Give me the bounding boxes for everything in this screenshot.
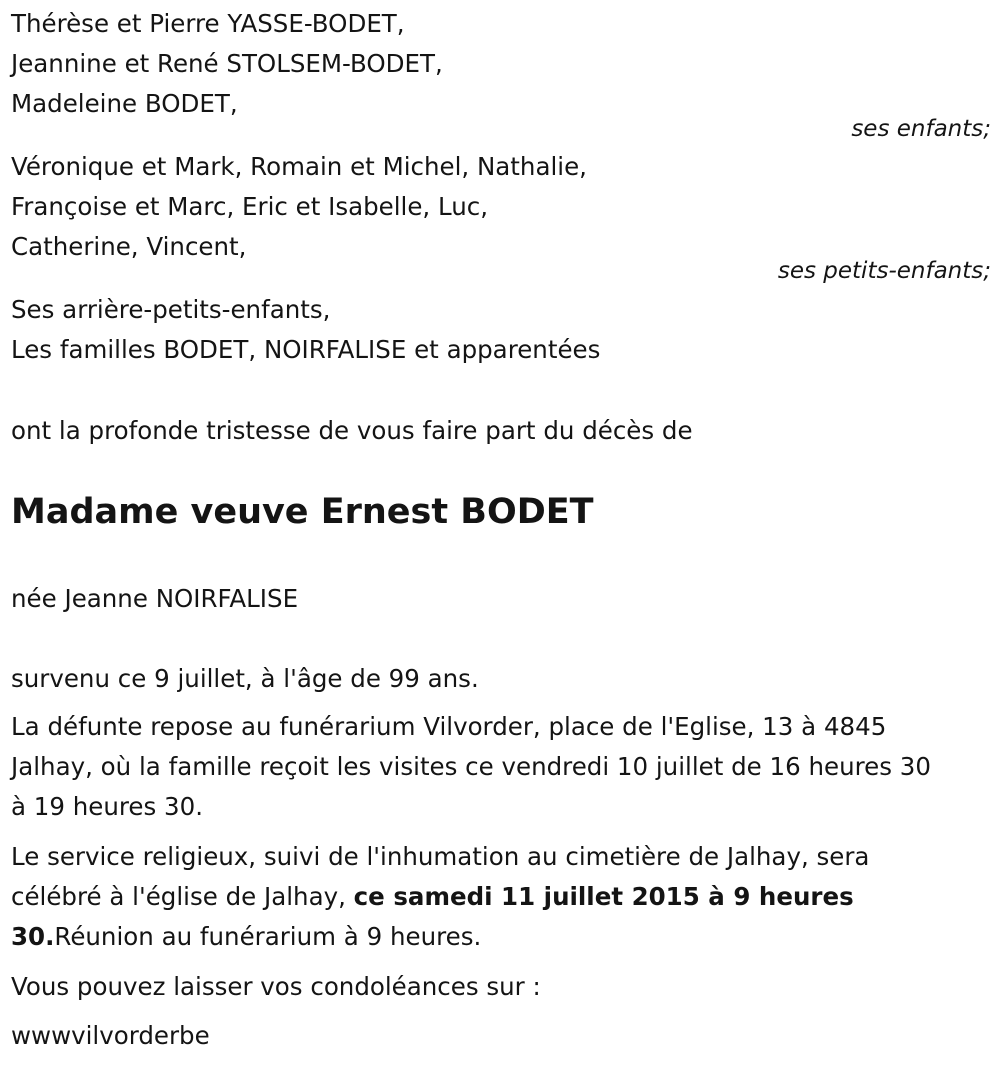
- grandchildren-block: [11, 147, 587, 267]
- condolences-website[interactable]: wwwvilvorderbe: [11, 1021, 210, 1050]
- death-info: survenu ce 9 juillet, à l'âge de 99 ans.: [11, 664, 479, 693]
- service-time-bold: 30.: [11, 922, 55, 951]
- deceased-name: Madame veuve Ernest BODET: [11, 492, 594, 532]
- visitation-line: à 19 heures 30.: [11, 792, 204, 821]
- grandchildren-role-label: ses petits-enfants;: [777, 258, 991, 284]
- children-role-label: ses enfants;: [851, 116, 991, 142]
- visitation-line: La défunte repose au funérarium Vilvorder, place de l'Eglise, 13 à 4845: [11, 712, 887, 741]
- child-line: Thérèse et Pierre YASSE-BODET,: [11, 9, 405, 38]
- service-date-bold: ce samedi 11 juillet 2015 à 9 heures: [353, 882, 854, 911]
- relative-line: Ses arrière-petits-enfants,: [11, 295, 331, 324]
- announcement-text: ont la profonde tristesse de vous faire part du décès de: [11, 416, 693, 445]
- condolences-text: Vous pouvez laisser vos condoléances sur :: [11, 972, 541, 1001]
- grandchild-line: Véronique et Mark, Romain et Michel, Nathalie,: [11, 152, 587, 181]
- service-line: [11, 877, 869, 917]
- service-line: [11, 917, 869, 957]
- reunion-text: Réunion au funérarium à 9 heures.: [54, 922, 482, 951]
- service-line: Le service religieux, suivi de l'inhumation au cimetière de Jalhay, sera: [11, 842, 870, 871]
- child-line: Madeleine BODET,: [11, 89, 238, 118]
- child-line: Jeannine et René STOLSEM-BODET,: [11, 49, 443, 78]
- others-block: [11, 290, 600, 370]
- birth-name: née Jeanne NOIRFALISE: [11, 584, 299, 613]
- visitation-paragraph: [11, 707, 931, 827]
- children-block: [11, 4, 443, 124]
- relative-line: Les familles BODET, NOIRFALISE et apparentées: [11, 335, 601, 364]
- service-plain-text: célébré à l'église de Jalhay,: [11, 882, 354, 911]
- grandchild-line: Catherine, Vincent,: [11, 232, 247, 261]
- visitation-line: Jalhay, où la famille reçoit les visites ce vendredi 10 juillet de 16 heures 30: [11, 752, 931, 781]
- service-paragraph: [11, 837, 869, 957]
- grandchild-line: Françoise et Marc, Eric et Isabelle, Luc,: [11, 192, 488, 221]
